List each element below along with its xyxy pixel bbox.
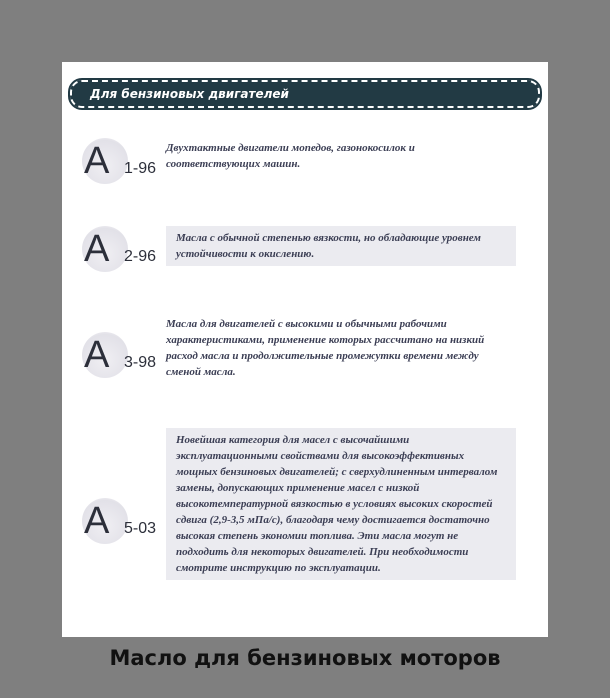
header-bar bbox=[70, 80, 540, 108]
list-item bbox=[62, 220, 548, 280]
page-caption: Масло для бензиновых моторов bbox=[109, 646, 501, 670]
category-description: Новейшая категория для масел с высочайшими эксплуатационными свойствами для высокоэффективных мощных бензиновых двигателей; с сверхудлиненным интервалом замены, допускающих применение масел с низкой высокотемпературной вязкостью в условиях высоких скоростей сдвига (2,9-3,5 мПа/с), благодаря чему достигается достаточно высокая степень экономии топлива. Эти масла могут не подходить для некоторых двигателей. При необходимости смотрите инструкцию по эксплуатации. bbox=[166, 428, 516, 580]
list-item bbox=[62, 132, 548, 192]
list-item bbox=[62, 312, 548, 402]
category-code: 5-03 bbox=[124, 520, 157, 537]
category-letter: A bbox=[84, 140, 110, 182]
category-description: Масла для двигателей с высокими и обычными рабочими характеристиками, применение которых рассчитано на низкий расход масла и продолжительные промежутки времени между сменой масла. bbox=[166, 318, 485, 378]
category-letter: A bbox=[84, 334, 110, 376]
category-description: Двухтактные двигатели мопедов, газонокосилок и соответствующих машин. bbox=[166, 142, 415, 170]
category-code: 2-96 bbox=[124, 248, 157, 265]
category-code: 3-98 bbox=[124, 354, 157, 371]
category-letter: A bbox=[84, 500, 110, 542]
category-code: 1-96 bbox=[124, 160, 157, 177]
info-card bbox=[62, 62, 548, 637]
header-title: Для бензиновых двигателей bbox=[90, 87, 289, 101]
category-description: Масла с обычной степенью вязкости, но обладающие уровнем устойчивости к окислению. bbox=[166, 226, 516, 266]
category-letter: A bbox=[84, 228, 110, 270]
list-item bbox=[62, 428, 548, 628]
